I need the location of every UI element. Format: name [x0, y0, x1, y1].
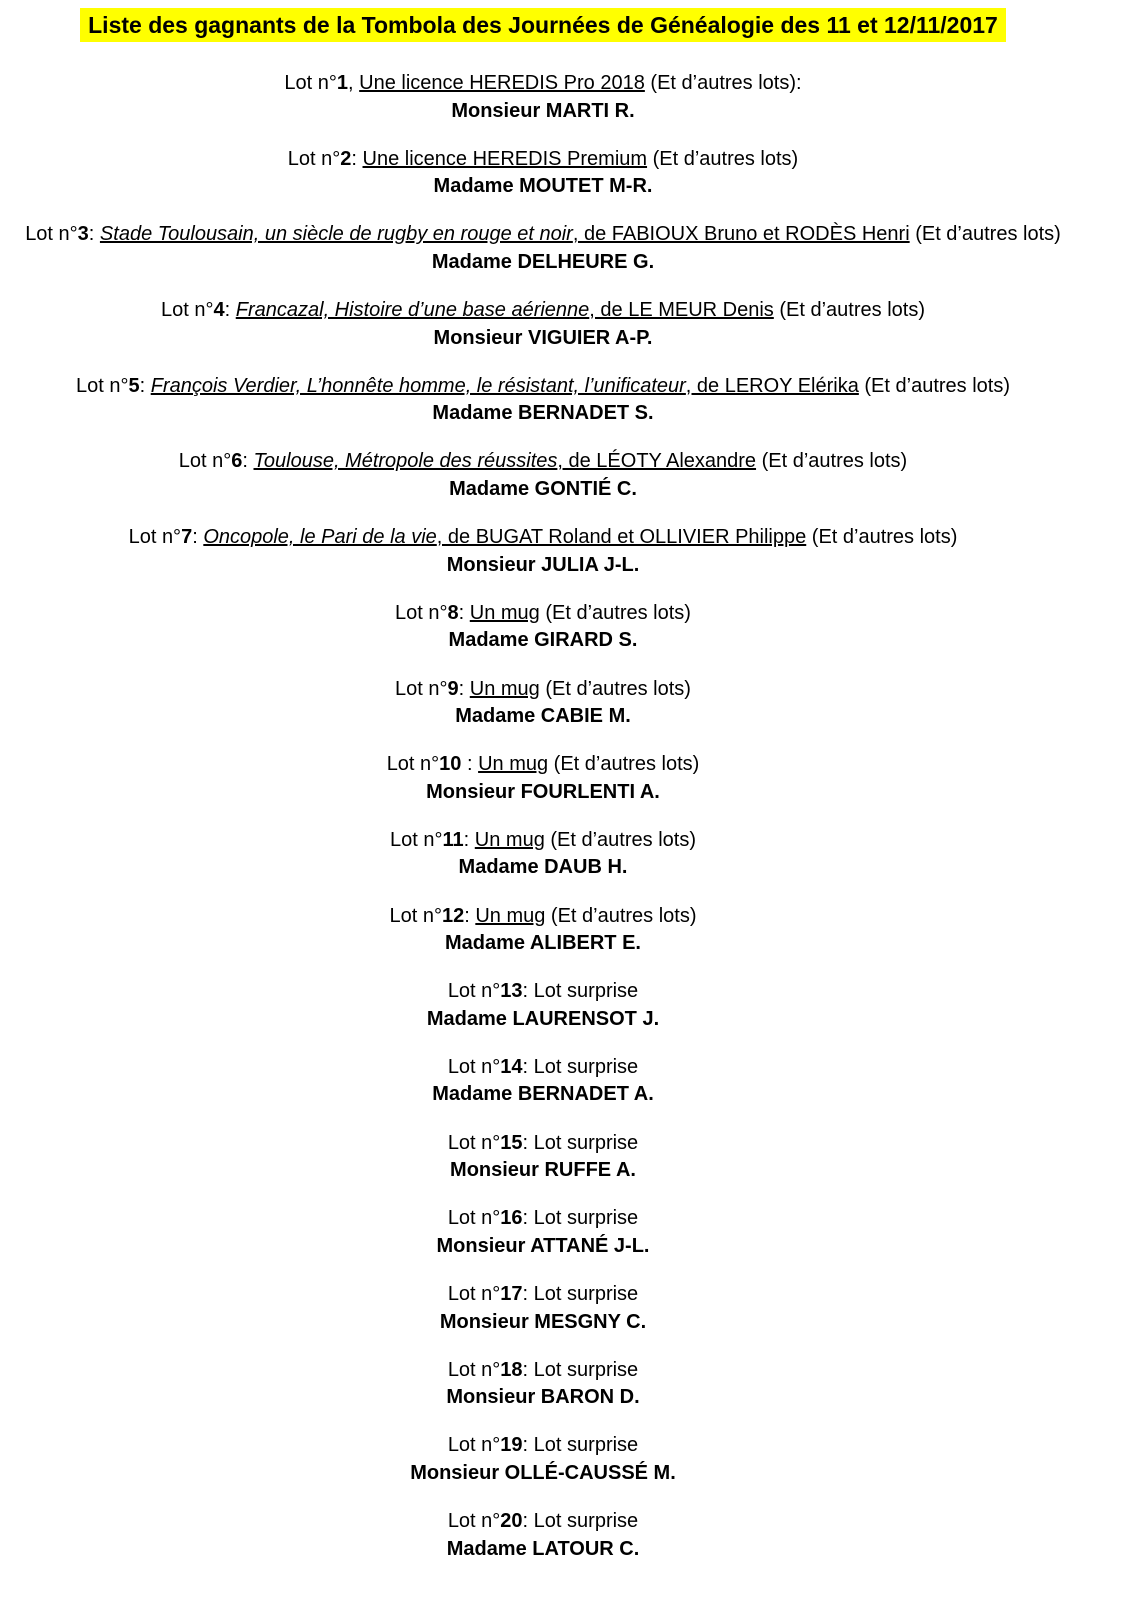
lot-line — [0, 70, 1086, 98]
lot-label: Lot n° — [161, 299, 214, 322]
lot-separator: : — [522, 1434, 534, 1457]
lot-entry — [0, 373, 1086, 428]
lot-line — [0, 524, 1086, 552]
lot-number: 15 — [500, 1131, 523, 1154]
lot-suffix: (Et d’autres lots) — [756, 450, 908, 473]
lot-separator: , — [348, 72, 360, 94]
lot-label: Lot n° — [390, 828, 443, 851]
lot-number: 9 — [447, 677, 459, 700]
lot-number: 2 — [340, 147, 352, 170]
winner-name: Madame GONTIÉ C. — [449, 477, 637, 500]
lot-prize — [203, 526, 806, 548]
lot-entry — [0, 297, 1086, 352]
lot-separator: : — [224, 299, 236, 322]
lot-entry — [0, 1508, 1086, 1563]
lot-number: 7 — [181, 526, 193, 549]
lot-label: Lot n° — [447, 1207, 501, 1230]
lot-suffix: (Et d’autres lots) — [806, 526, 958, 549]
lot-prize: Lot surprise — [533, 980, 639, 1003]
lot-separator: : — [463, 828, 475, 851]
lot-number: 17 — [500, 1283, 523, 1305]
lot-separator: : — [522, 1207, 534, 1230]
lot-label: Lot n° — [389, 904, 442, 927]
lot-entry — [0, 676, 1086, 731]
winner-name: Monsieur FOURLENTI A. — [426, 780, 660, 803]
lot-label: Lot n° — [395, 601, 448, 624]
lot-prize — [236, 299, 774, 321]
lot-separator: : — [192, 526, 204, 549]
lot-number: 6 — [231, 450, 243, 473]
lot-prize: Une licence HEREDIS Premium — [362, 147, 648, 170]
lot-label: Lot n° — [447, 1358, 501, 1381]
lot-entry — [0, 70, 1086, 125]
lot-suffix: (Et d’autres lots): — [644, 72, 802, 94]
lot-number: 18 — [500, 1358, 523, 1381]
lot-label: Lot n° — [128, 526, 182, 549]
lot-number: 4 — [213, 299, 225, 322]
lot-separator: : — [464, 904, 476, 927]
lot-line — [0, 827, 1086, 855]
lot-line — [0, 600, 1086, 628]
lot-label: Lot n° — [447, 1434, 501, 1457]
lot-separator: : — [461, 753, 479, 776]
lot-label: Lot n° — [284, 72, 337, 94]
lot-line — [0, 1205, 1086, 1233]
lot-number: 10 — [439, 753, 462, 776]
lot-line — [0, 1508, 1086, 1536]
prize-author: , de LÉOTY Alexandre — [557, 450, 757, 473]
winner-name: Madame LAURENSOT J. — [426, 1007, 660, 1030]
lot-entry — [0, 1281, 1086, 1336]
lot-line — [0, 1130, 1086, 1158]
lot-separator: : — [242, 450, 254, 473]
winner-name: Monsieur OLLÉ-CAUSSÉ M. — [410, 1461, 676, 1484]
prize-title: Oncopole, le Pari de la vie — [203, 526, 437, 549]
winner-name: Madame GIRARD S. — [448, 629, 638, 652]
lot-number: 16 — [500, 1207, 523, 1230]
lot-prize: Un mug — [469, 601, 540, 624]
lot-prize — [100, 223, 910, 245]
lot-prize: Lot surprise — [533, 1207, 639, 1230]
winner-name: Monsieur VIGUIER A-P. — [433, 326, 653, 349]
lot-prize: Lot surprise — [533, 1055, 639, 1078]
winner-name: Monsieur MESGNY C. — [439, 1310, 647, 1333]
lot-label: Lot n° — [447, 1131, 501, 1154]
lot-label: Lot n° — [386, 753, 440, 776]
prize-title: Francazal, Histoire d’une base aérienne — [235, 299, 590, 322]
lot-line — [0, 751, 1086, 779]
lot-separator: : — [522, 1510, 534, 1533]
winner-name: Monsieur BARON D. — [446, 1386, 640, 1409]
prize-title: Stade Toulousain, un siècle de rugby en rouge et noir — [99, 223, 573, 246]
lot-prize: Lot surprise — [533, 1283, 639, 1305]
lot-label: Lot n° — [395, 677, 448, 700]
lot-number: 1 — [336, 72, 349, 94]
lot-suffix: (Et d’autres lots) — [539, 601, 691, 624]
winner-name: Madame DAUB H. — [458, 856, 628, 879]
lot-entry — [0, 146, 1086, 201]
lot-entry — [0, 1130, 1086, 1185]
lot-separator: : — [139, 374, 151, 397]
lot-label: Lot n° — [447, 1283, 501, 1305]
lot-entry — [0, 1357, 1086, 1412]
lot-number: 5 — [128, 374, 140, 397]
lot-prize — [151, 375, 859, 397]
page-title: Liste des gagnants de la Tombola des Journées de Généalogie des 11 et 12/11/2017 — [80, 8, 1006, 42]
lot-line — [0, 1357, 1086, 1385]
lot-entry — [0, 903, 1086, 958]
lot-entry — [0, 600, 1086, 655]
lot-entry — [0, 1205, 1086, 1260]
lot-line — [0, 1281, 1086, 1309]
lot-entry — [0, 1432, 1086, 1487]
lot-prize: Lot surprise — [533, 1434, 639, 1457]
lot-suffix: (Et d’autres lots) — [545, 904, 697, 927]
lot-number: 19 — [500, 1434, 523, 1457]
lot-separator: : — [522, 1283, 534, 1305]
prize-author: , de FABIOUX Bruno et RODÈS Henri — [572, 223, 910, 246]
lot-suffix: (Et d’autres lots) — [858, 374, 1011, 397]
winner-name: Madame BERNADET S. — [432, 402, 654, 425]
lot-separator: : — [522, 1055, 534, 1078]
lot-label: Lot n° — [447, 1055, 501, 1078]
winner-name: Madame MOUTET M-R. — [433, 175, 653, 198]
lot-line — [0, 676, 1086, 704]
lot-number: 20 — [500, 1510, 523, 1533]
winner-name: Monsieur JULIA J-L. — [446, 553, 640, 576]
lot-number: 13 — [500, 980, 523, 1003]
prize-title: Toulouse, Métropole des réussites — [253, 450, 558, 473]
lot-entry — [0, 221, 1086, 276]
prize-author: , de LE MEUR Denis — [589, 299, 774, 322]
lot-number: 3 — [77, 223, 89, 246]
prize-author: , de BUGAT Roland et OLLIVIER Philippe — [436, 526, 807, 549]
prize-author: , de LEROY Elérika — [685, 374, 859, 397]
lot-label: Lot n° — [447, 980, 501, 1003]
lot-prize: Lot surprise — [533, 1358, 639, 1381]
lot-line — [0, 146, 1086, 174]
lot-line — [0, 448, 1086, 476]
lot-separator: : — [458, 601, 470, 624]
lot-prize: Un mug — [475, 904, 546, 927]
lot-entry — [0, 448, 1086, 503]
winner-name: Madame DELHEURE G. — [431, 250, 655, 273]
lot-prize — [254, 450, 757, 472]
lot-separator: : — [522, 1131, 534, 1154]
title-row — [0, 8, 1086, 42]
prize-title: François Verdier, L’honnête homme, le résistant, l’unificateur — [150, 374, 686, 397]
winners-list — [0, 70, 1086, 1584]
winner-name: Madame CABIE M. — [455, 705, 631, 727]
lot-suffix: (Et d’autres lots) — [909, 223, 1061, 246]
lot-label: Lot n° — [75, 374, 129, 397]
winner-name: Monsieur ATTANÉ J-L. — [436, 1234, 650, 1257]
lot-label: Lot n° — [178, 450, 232, 473]
lot-prize: Un mug — [478, 753, 549, 776]
lot-line — [0, 221, 1086, 249]
lot-suffix: (Et d’autres lots) — [548, 753, 700, 776]
winner-name: Monsieur RUFFE A. — [450, 1159, 636, 1182]
lot-separator: : — [88, 223, 100, 246]
lot-prize: Un mug — [469, 677, 540, 700]
lot-prize: Un mug — [474, 828, 545, 851]
lot-entry — [0, 978, 1086, 1033]
lot-number: 8 — [447, 601, 459, 624]
lot-suffix: (Et d’autres lots) — [647, 147, 799, 170]
lot-label: Lot n° — [447, 1510, 501, 1533]
lot-prize: Lot surprise — [533, 1510, 639, 1533]
lot-number: 11 — [442, 828, 464, 851]
lot-separator: : — [458, 677, 470, 700]
winner-name: Monsieur MARTI R. — [451, 99, 635, 122]
lot-line — [0, 978, 1086, 1006]
lot-number: 14 — [500, 1055, 523, 1078]
lot-entry — [0, 751, 1086, 806]
lot-suffix: (Et d’autres lots) — [773, 299, 925, 322]
lot-label: Lot n° — [25, 223, 78, 246]
lot-separator: : — [522, 980, 534, 1003]
lot-prize: Lot surprise — [533, 1131, 639, 1154]
lot-suffix: (Et d’autres lots) — [544, 828, 696, 851]
lot-suffix: (Et d’autres lots) — [539, 677, 691, 700]
lot-entry — [0, 524, 1086, 579]
lot-entry — [0, 1054, 1086, 1109]
winner-name: Madame LATOUR C. — [446, 1537, 640, 1560]
lot-prize: Une licence HEREDIS Pro 2018 — [359, 72, 645, 94]
lot-separator: : — [522, 1358, 534, 1381]
lot-line — [0, 903, 1086, 931]
lot-line — [0, 373, 1086, 401]
lot-line — [0, 1054, 1086, 1082]
lot-number: 12 — [441, 904, 465, 927]
lot-line — [0, 297, 1086, 325]
lot-label: Lot n° — [287, 147, 341, 170]
lot-separator: : — [351, 147, 363, 170]
lot-line — [0, 1432, 1086, 1460]
lot-entry — [0, 827, 1086, 882]
winner-name: Madame ALIBERT E. — [445, 932, 641, 955]
winner-name: Madame BERNADET A. — [432, 1083, 654, 1106]
